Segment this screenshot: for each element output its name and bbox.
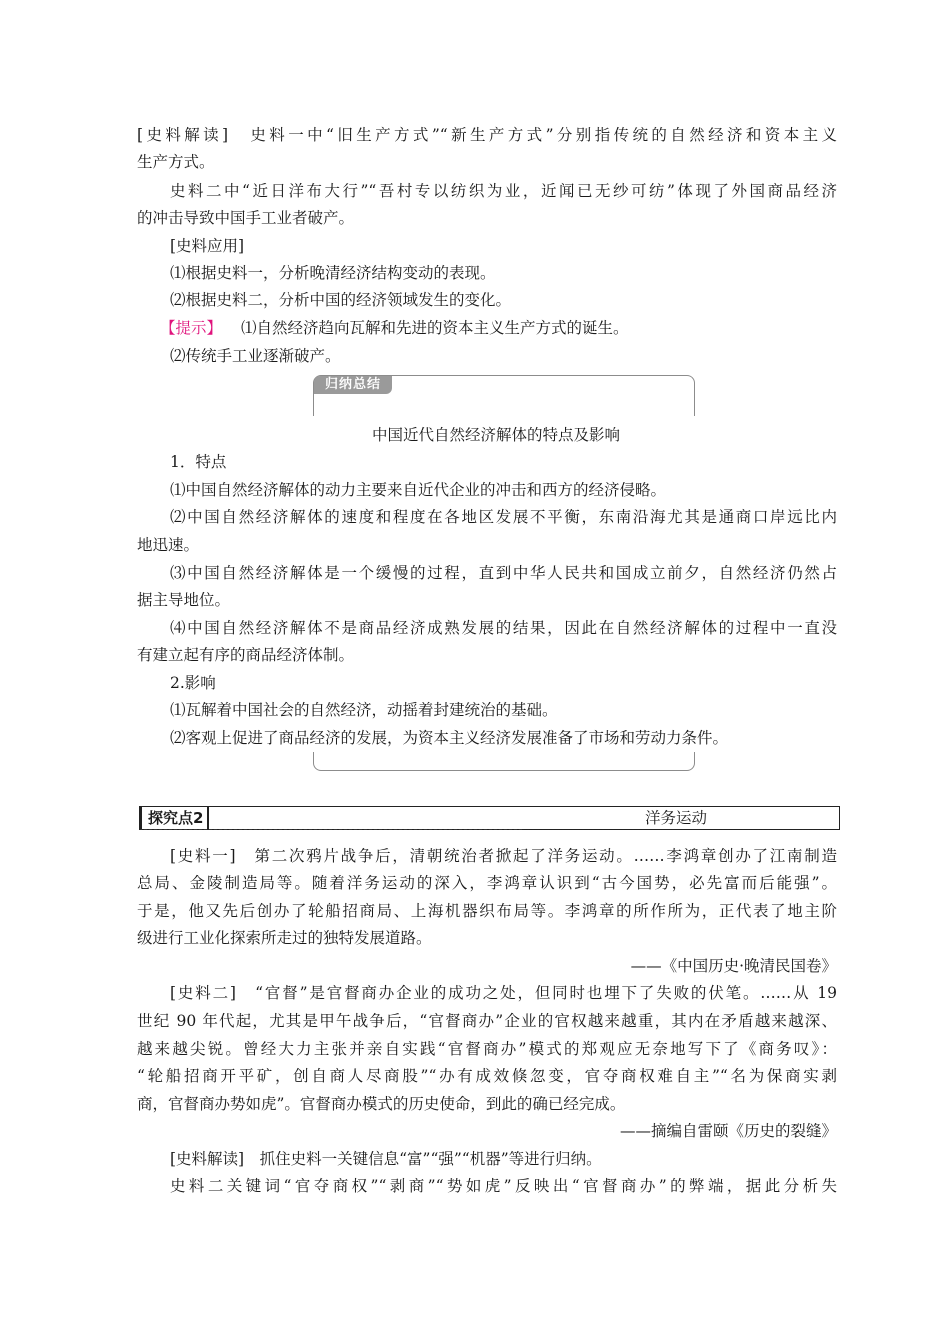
impact-1: ⑴瓦解着中国社会的自然经济，动摇着封建统治的基础。 (170, 701, 558, 719)
question-1: ⑴根据史料一，分析晚清经济结构变动的表现。 (170, 264, 496, 282)
source2-line-2: 世纪 90 年代起，尤其是甲午战争后，“官督商办”企业的官权越来越重，其内在矛盾越来越深、 (137, 1012, 837, 1030)
source2-line-1: [史料二] “官督”是官督商办企业的成功之处，但同时也埋下了失败的伏笔。……从 19 (170, 984, 837, 1002)
explore-interp-line-1: [史料解读] 抓住史料一关键信息“富”“强”“机器”等进行归纳。 (170, 1150, 602, 1168)
interp2-line-1: 史料二中“近日洋布大行”“吾村专以纺织为业，近闻已无纱可纺”体现了外国商品经济 (170, 182, 837, 200)
source2-line-5: 商，官督商办势如虎”。官督商办模式的历史使命，到此的确已经完成。 (137, 1095, 626, 1113)
feature-3-line-2: 据主导地位。 (137, 591, 231, 609)
summary-box-end (313, 752, 695, 771)
source1-citation: ——《中国历史·晚清民国卷》 (630, 957, 837, 975)
question-2: ⑵根据史料二，分析中国的经济领域发生的变化。 (170, 291, 512, 309)
interp-line-1: [史料解读] 史料一中“旧生产方式”“新生产方式”分别指传统的自然经济和资本主义 (137, 126, 837, 144)
interp-line-2: 生产方式。 (137, 153, 215, 171)
hint-row (160, 318, 628, 338)
hint-answer-2: ⑵传统手工业逐渐破产。 (170, 347, 341, 365)
feature-3-line-1: ⑶中国自然经济解体是一个缓慢的过程，直到中华人民共和国成立前夕，自然经济仍然占 (170, 564, 837, 582)
impact-2: ⑵客观上促进了商品经济的发展，为资本主义经济发展准备了市场和劳动力条件。 (170, 729, 729, 747)
explore-title: 洋务运动 (645, 809, 708, 827)
summary-heading-impact: 2.影响 (170, 674, 216, 692)
summary-heading-features: 1．特点 (170, 453, 227, 471)
feature-1: ⑴中国自然经济解体的动力主要来自近代企业的冲击和西方的经济侵略。 (170, 481, 667, 499)
source2-citation: ——摘编自雷颐《历史的裂缝》 (619, 1122, 837, 1140)
source2-line-4: “轮船招商开平矿，创自商人尽商股”“办有成效倏忽变，官夺商权难自主”“名为保商实剥 (137, 1067, 837, 1085)
explore-header (139, 806, 840, 830)
summary-tag: 归纳总结 (314, 376, 392, 394)
feature-2-line-2: 地迅速。 (137, 536, 200, 554)
explore-interp-line-2: 史料二关键词“官夺商权”“剥商”“势如虎”反映出“官督商办”的弊端，据此分析失 (170, 1177, 837, 1195)
interp2-line-2: 的冲击导致中国手工业者破产。 (137, 209, 355, 227)
summary-title: 中国近代自然经济解体的特点及影响 (372, 426, 621, 444)
summary-box (313, 375, 695, 416)
feature-2-line-1: ⑵中国自然经济解体的速度和程度在各地区发展不平衡，东南沿海尤其是通商口岸远比内 (170, 508, 837, 526)
hint-label: 【提示】 (160, 319, 223, 337)
feature-4-line-2: 有建立起有序的商品经济体制。 (137, 646, 355, 664)
source1-line-1: [史料一] 第二次鸦片战争后，清朝统治者掀起了洋务运动。……李鸿章创办了江南制造 (170, 847, 837, 865)
apply-heading: [史料应用] (170, 237, 245, 255)
explore-tag: 探究点2 (148, 807, 209, 829)
source2-line-3: 越来越尖锐。曾经大力主张并亲自实践“官督商办”模式的郑观应无奈地写下了《商务叹》： (137, 1040, 837, 1058)
source1-line-2: 总局、金陵制造局等。随着洋务运动的深入，李鸿章认识到“古今国势，必先富而后能强”。 (137, 874, 837, 892)
source1-line-4: 级进行工业化探索所走过的独特发展道路。 (137, 929, 432, 947)
source1-line-3: 于是，他又先后创办了轮船招商局、上海机器织布局等。李鸿章的所作所为，正代表了地主阶 (137, 902, 837, 920)
explore-tag-box (139, 807, 522, 830)
hint-answer-1: ⑴自然经济趋向瓦解和先进的资本主义生产方式的诞生。 (240, 319, 629, 337)
feature-4-line-1: ⑷中国自然经济解体不是商品经济成熟发展的结果，因此在自然经济解体的过程中一直没 (170, 619, 837, 637)
